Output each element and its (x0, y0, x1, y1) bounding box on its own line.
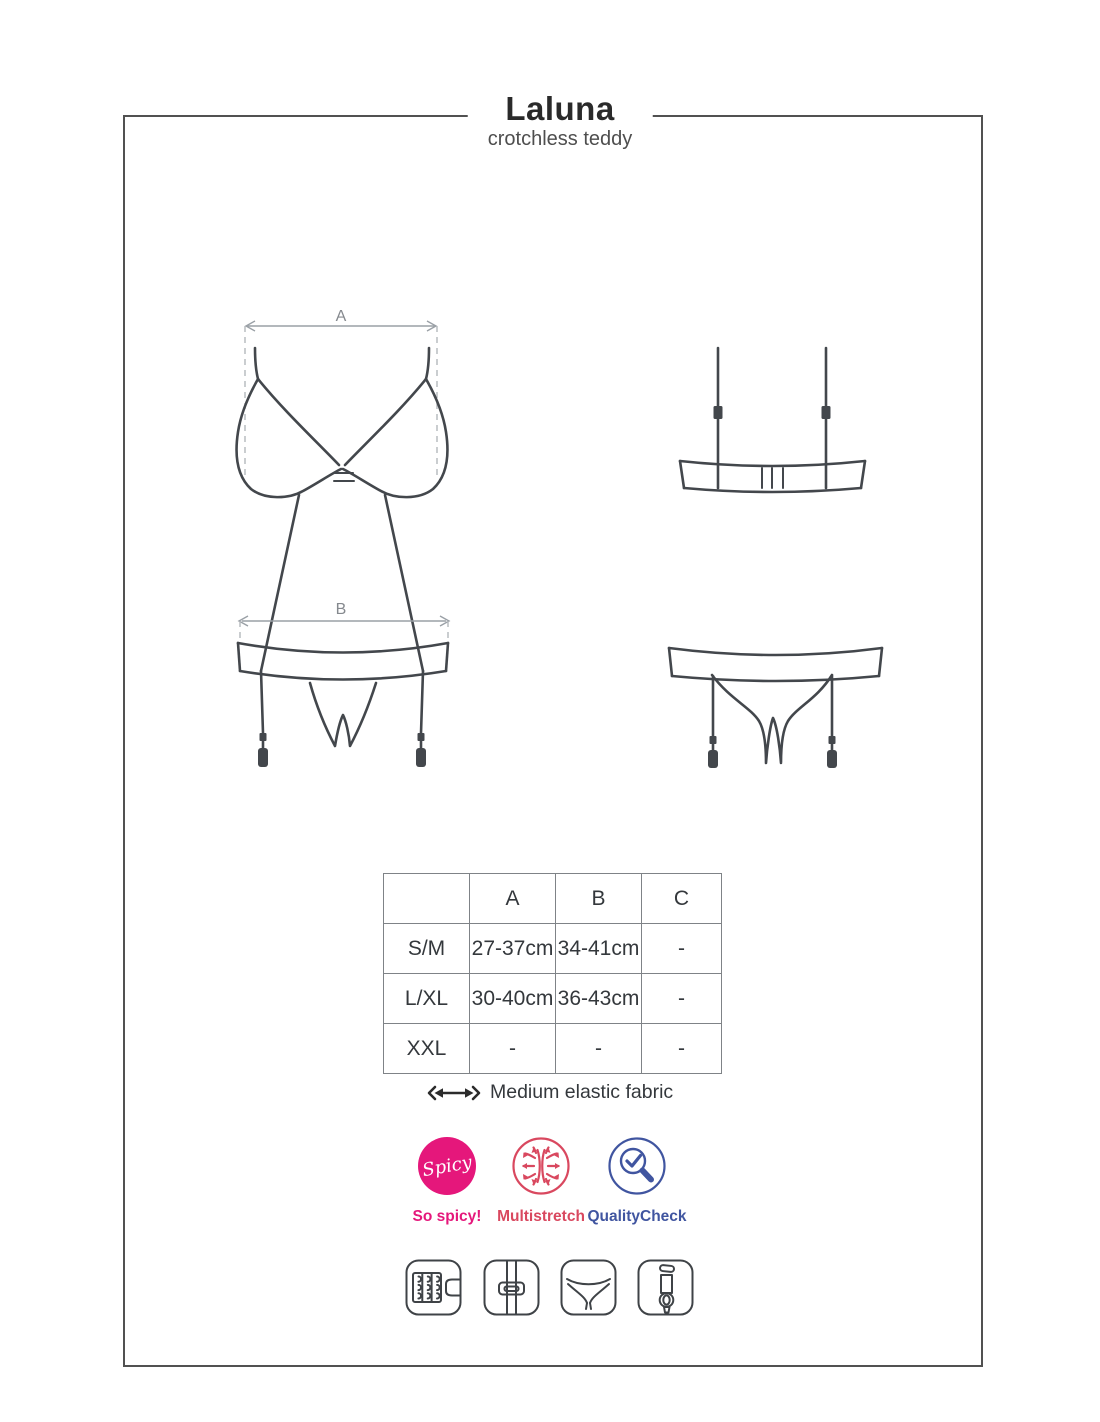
fabric-note-label: Medium elastic fabric (490, 1081, 674, 1103)
back-thong (712, 675, 832, 763)
size-label: L/XL (384, 974, 470, 1024)
front-thong (310, 683, 376, 746)
size-table-col-c: C (642, 874, 722, 924)
title-block (468, 92, 653, 151)
spicy-circle-text: Spicy (420, 1151, 474, 1182)
garter-clip-icon (637, 1259, 694, 1316)
size-cell: 27-37cm (470, 924, 556, 974)
size-cell: - (642, 974, 722, 1024)
size-cell: - (556, 1024, 642, 1074)
front-body-lines (261, 495, 423, 671)
size-cell: 30-40cm (470, 974, 556, 1024)
hook-eye-closure-icon (405, 1259, 462, 1316)
size-label: S/M (384, 924, 470, 974)
front-waistband (238, 643, 448, 680)
quality-check-icon (606, 1136, 668, 1198)
badge-spicy-label: So spicy! (412, 1208, 482, 1225)
stretch-arrow-icon (427, 1082, 481, 1104)
size-table-col-b: B (556, 874, 642, 924)
size-table-corner-cell (384, 874, 470, 924)
size-table (383, 873, 722, 1074)
size-table-col-a: A (470, 874, 556, 924)
badge-qualitycheck (577, 1136, 697, 1226)
measure-a-label: A (335, 308, 347, 325)
crotchless-panty-icon (560, 1259, 617, 1316)
measure-b-label: B (335, 601, 347, 618)
size-cell: - (642, 1024, 722, 1074)
badge-multistretch-label: Multistretch (497, 1208, 585, 1225)
fabric-note (427, 1081, 673, 1104)
size-cell: - (642, 924, 722, 974)
table-row (384, 974, 722, 1024)
badge-qualitycheck-label: QualityCheck (587, 1208, 687, 1225)
size-cell: 36-43cm (556, 974, 642, 1024)
page-title: Laluna (505, 90, 615, 127)
size-label: XXL (384, 1024, 470, 1074)
back-waistband (669, 648, 882, 681)
table-row (384, 924, 722, 974)
size-table-header-row (384, 874, 722, 924)
page-subtitle: crotchless teddy (487, 127, 633, 150)
table-row (384, 1024, 722, 1074)
front-straps (255, 348, 429, 379)
back-garment-diagram (640, 320, 920, 790)
size-cell: - (470, 1024, 556, 1074)
spicy-icon (416, 1136, 478, 1198)
size-cell: 34-41cm (556, 924, 642, 974)
front-garment-diagram (195, 280, 505, 790)
back-band (680, 461, 865, 492)
adjustable-strap-icon (483, 1259, 540, 1316)
multistretch-icon (510, 1136, 572, 1198)
front-cups (237, 379, 448, 497)
